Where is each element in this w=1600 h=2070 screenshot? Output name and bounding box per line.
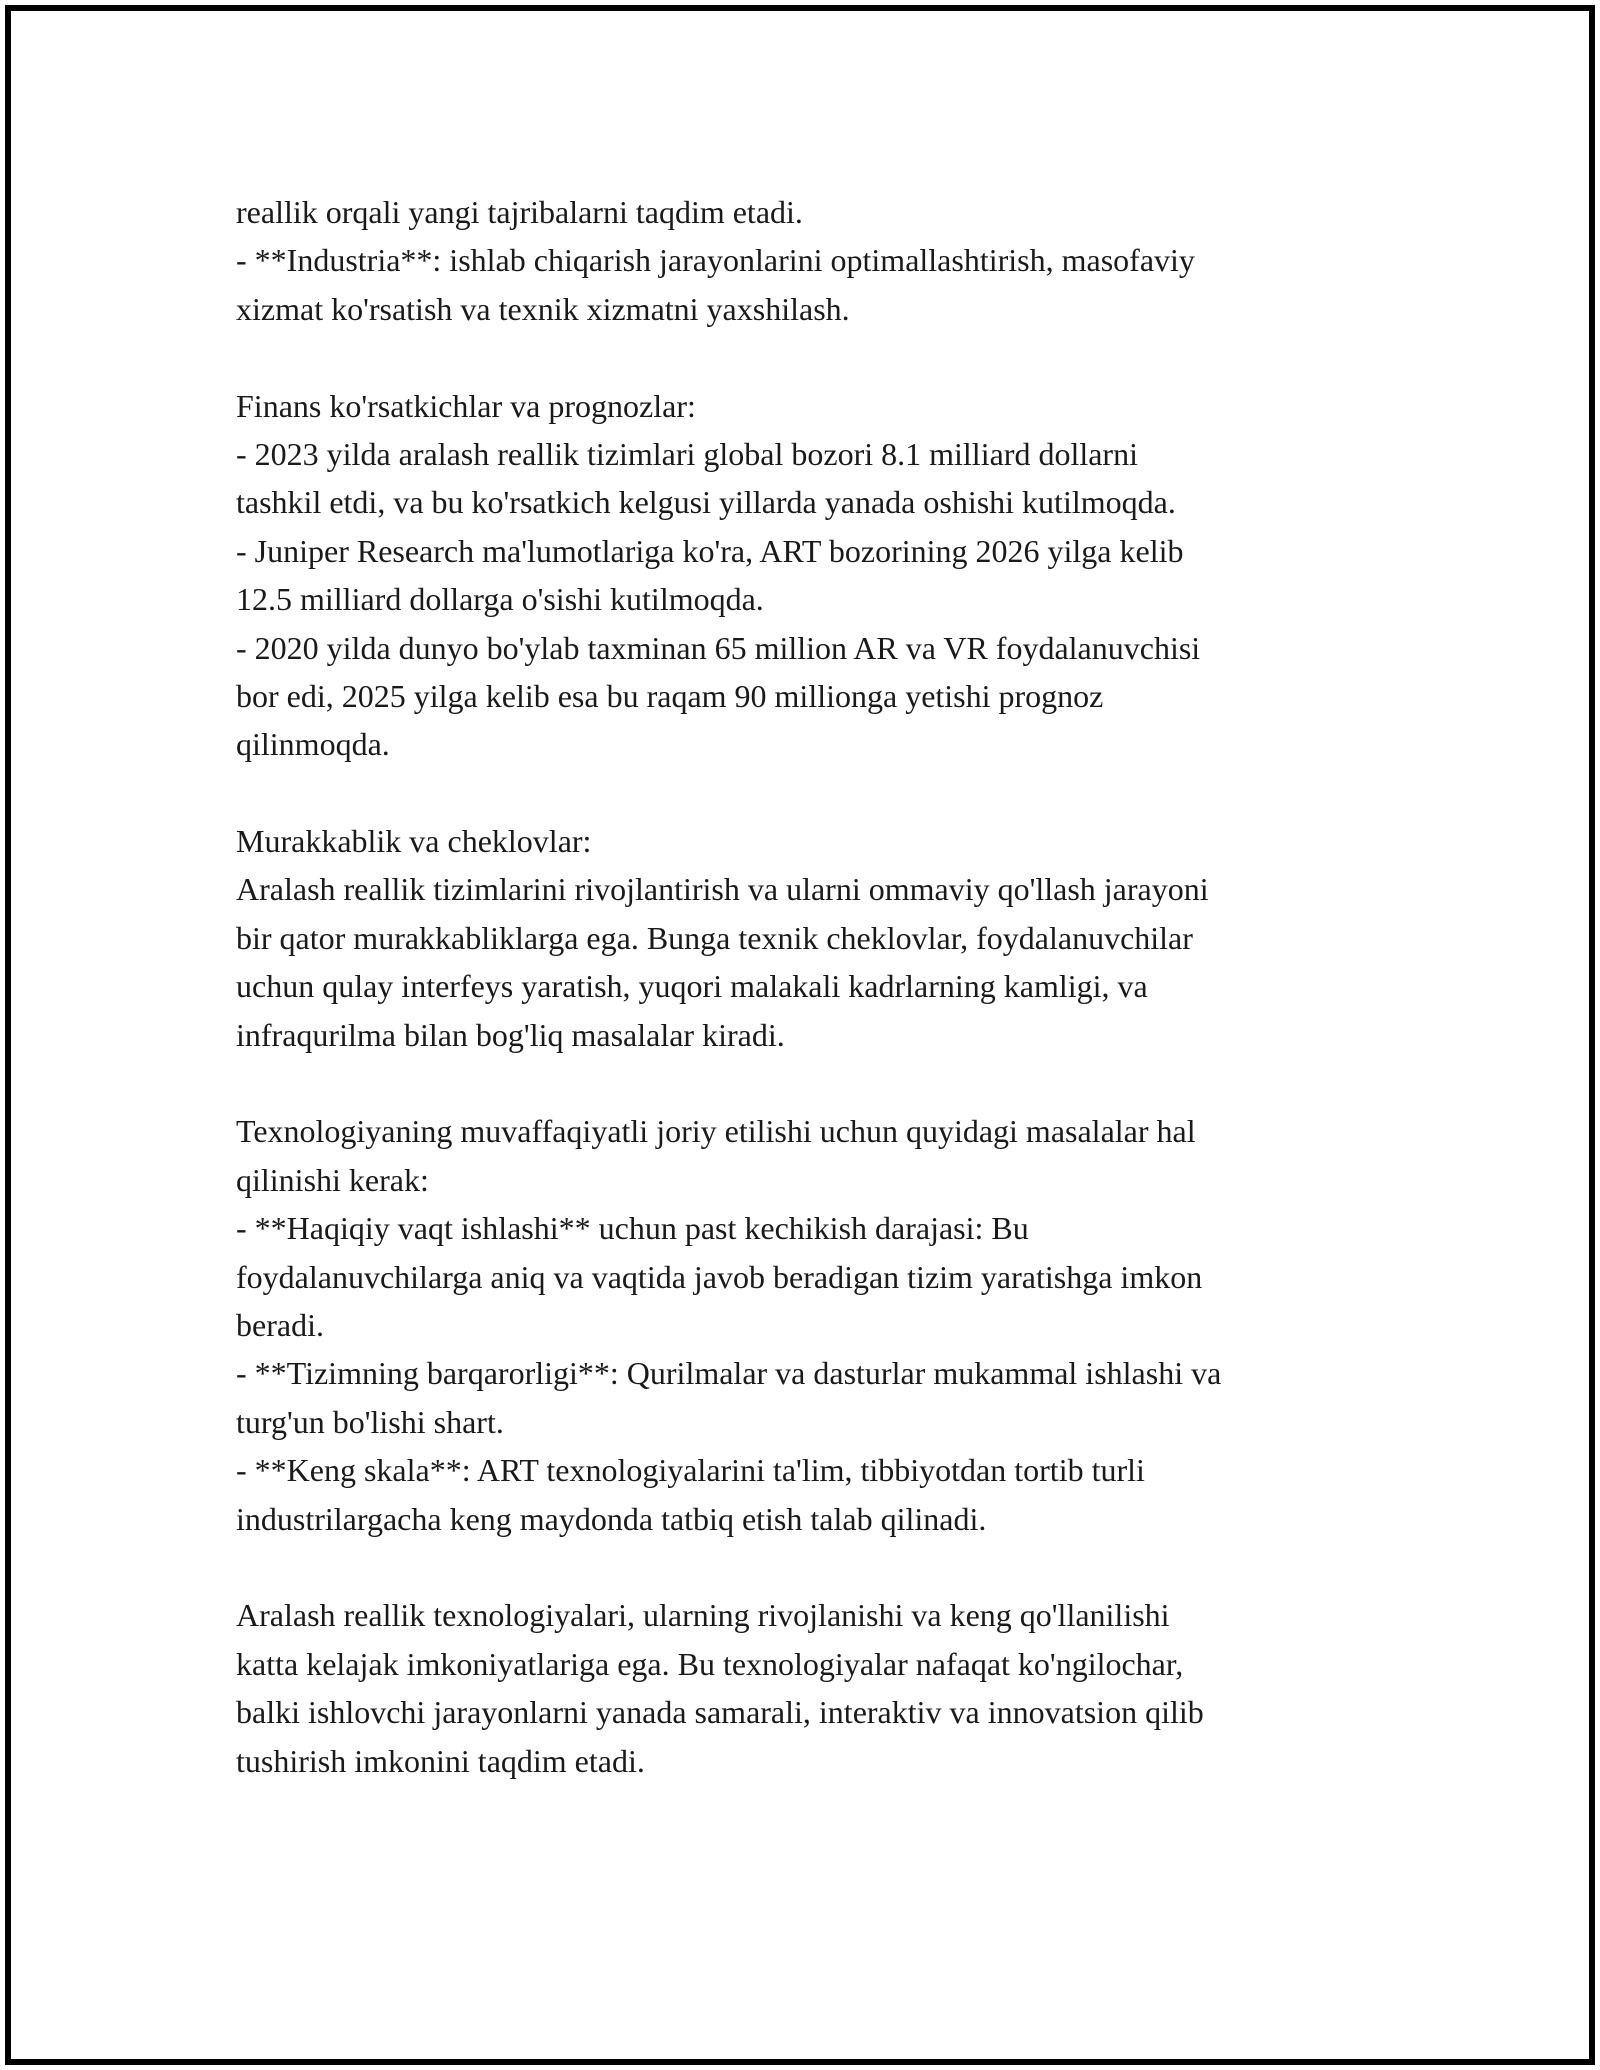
text-line: 12.5 milliard dollarga o'sishi kutilmoqda.: [236, 581, 764, 618]
text-line: - **Industria**: ishlab chiqarish jarayonlarini optimallashtirish, masofaviy: [236, 242, 1195, 279]
text-line: katta kelajak imkoniyatlariga ega. Bu texnologiyalar nafaqat ko'ngilochar,: [236, 1645, 1184, 1682]
text-line: qilinmoqda.: [236, 726, 390, 763]
section-heading: Finans ko'rsatkichlar va prognozlar:: [236, 387, 696, 424]
paragraph-challenges: [236, 817, 1396, 1059]
text-line: - **Tizimning barqarorligi**: Qurilmalar va dasturlar mukammal ishlashi va: [236, 1355, 1222, 1392]
text-line: uchun qulay interfeys yaratish, yuqori malakali kadrlarning kamligi, va: [236, 968, 1148, 1005]
text-line: bir qator murakkabliklarga ega. Bunga texnik cheklovlar, foydalanuvchilar: [236, 919, 1193, 956]
paragraph-gap: [236, 1543, 1396, 1591]
text-line: Texnologiyaning muvaffaqiyatli joriy etilishi uchun quyidagi masalalar hal: [236, 1113, 1196, 1150]
text-line: industrilargacha keng maydonda tatbiq etish talab qilinadi.: [236, 1500, 987, 1537]
text-line: xizmat ko'rsatish va texnik xizmatni yaxshilash.: [236, 290, 850, 327]
text-line: - **Haqiqiy vaqt ishlashi** uchun past kechikish darajasi: Bu: [236, 1210, 1029, 1247]
text-line: - **Keng skala**: ART texnologiyalarini ta'lim, tibbiyotdan tortib turli: [236, 1452, 1145, 1489]
text-line: beradi.: [236, 1306, 324, 1343]
text-line: infraqurilma bilan bog'liq masalalar kiradi.: [236, 1016, 785, 1053]
document-body: [236, 188, 1396, 1785]
text-line: tushirish imkonini taqdim etadi.: [236, 1742, 645, 1779]
text-line: balki ishlovchi jarayonlarni yanada samarali, interaktiv va innovatsion qilib: [236, 1694, 1204, 1731]
paragraph-requirements: [236, 1107, 1396, 1543]
text-line: foydalanuvchilarga aniq va vaqtida javob beradigan tizim yaratishga imkon: [236, 1258, 1203, 1295]
paragraph-gap: [236, 1059, 1396, 1107]
text-line: - 2023 yilda aralash reallik tizimlari global bozori 8.1 milliard dollarni: [236, 435, 1138, 472]
paragraph-financial-indicators: [236, 382, 1396, 769]
text-line: qilinishi kerak:: [236, 1161, 429, 1198]
paragraph-gap: [236, 769, 1396, 817]
text-line: tashkil etdi, va bu ko'rsatkich kelgusi yillarda yanada oshishi kutilmoqda.: [236, 484, 1176, 521]
paragraph-intro-continuation: [236, 188, 1396, 333]
text-line: turg'un bo'lishi shart.: [236, 1403, 504, 1440]
text-line: Aralash reallik texnologiyalari, ularning rivojlanishi va keng qo'llanilishi: [236, 1597, 1170, 1634]
text-line: reallik orqali yangi tajribalarni taqdim etadi.: [236, 194, 803, 230]
text-line: - Juniper Research ma'lumotlariga ko'ra, ART bozorining 2026 yilga kelib: [236, 532, 1184, 569]
text-line: bor edi, 2025 yilga kelib esa bu raqam 90 millionga yetishi prognoz: [236, 677, 1104, 714]
text-line: - 2020 yilda dunyo bo'ylab taxminan 65 million AR va VR foydalanuvchisi: [236, 629, 1201, 666]
section-heading: Murakkablik va cheklovlar:: [236, 823, 592, 860]
text-line: Aralash reallik tizimlarini rivojlantirish va ularni ommaviy qo'llash jarayoni: [236, 871, 1209, 908]
paragraph-gap: [236, 333, 1396, 381]
paragraph-conclusion: [236, 1591, 1396, 1785]
